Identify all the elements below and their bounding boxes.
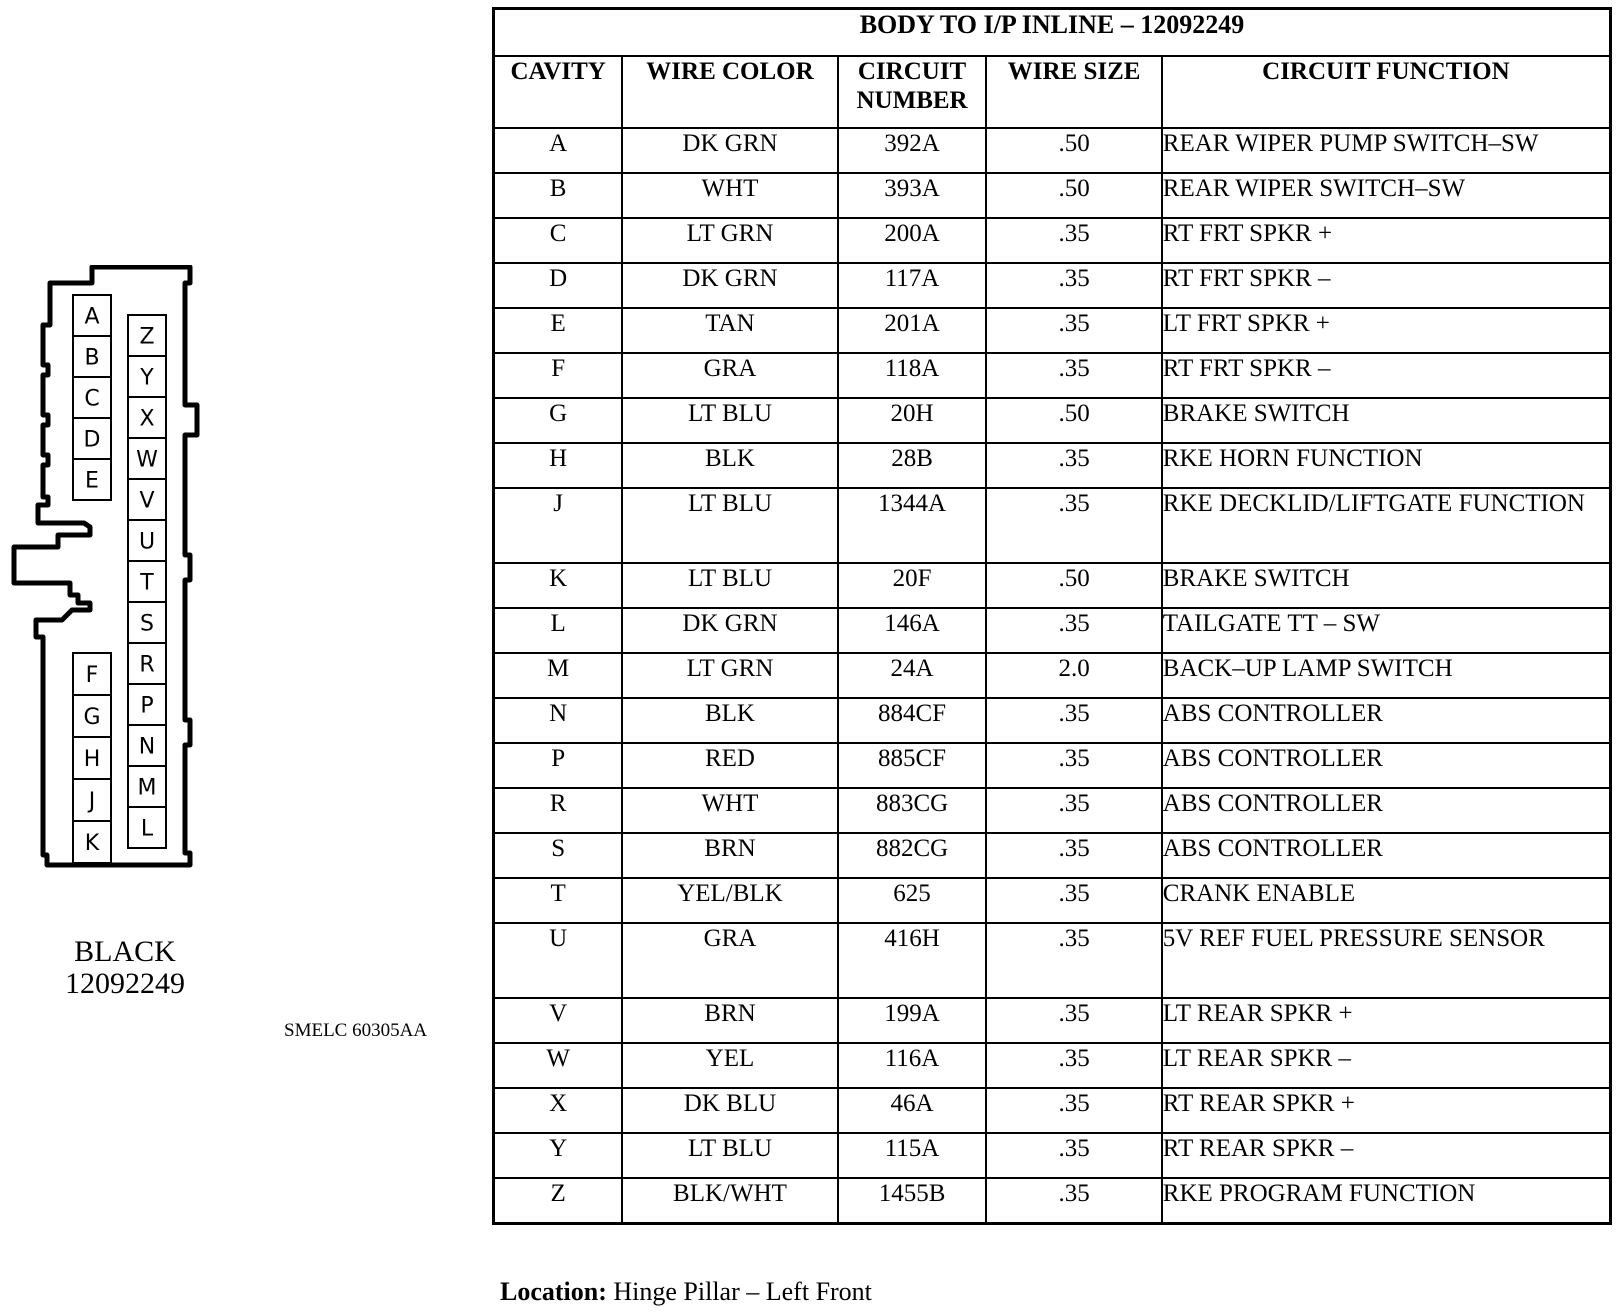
table-row [494,488,1611,563]
wire-color-cell: BRN [622,998,837,1043]
wire-color-cell: GRA [622,353,837,398]
wire-color-cell: LT BLU [622,398,837,443]
circuit-function-cell: TAILGATE TT – SW [1162,608,1611,653]
pinout-table-body [494,128,1611,1224]
cavity-cell: R [494,788,623,833]
table-row [494,263,1611,308]
right-cavity-column [128,315,166,848]
table-row [494,743,1611,788]
cavity-cell: M [494,653,623,698]
circuit-function-cell: RT FRT SPKR + [1162,218,1611,263]
cavity-cell: X [494,1088,623,1133]
table-row [494,218,1611,263]
circuit-function-cell: LT REAR SPKR – [1162,1043,1611,1088]
table-row [494,608,1611,653]
cavity-label: T [140,570,154,596]
circuit-function-cell: RT FRT SPKR – [1162,263,1611,308]
cavity-cell: A [494,128,623,173]
wire-color-cell: DK GRN [622,263,837,308]
cavity-label: E [85,468,99,494]
wire-size-cell: .35 [986,353,1161,398]
circuit-function-cell: 5V REF FUEL PRESSURE SENSOR [1162,923,1611,998]
location-label: Location: [500,1277,607,1306]
cavity-cell: Z [494,1178,623,1224]
table-row [494,308,1611,353]
cavity-label: F [85,663,99,688]
connector-color-label: BLACK [74,935,176,968]
table-row [494,833,1611,878]
cavity-cell: J [494,488,623,563]
table-row [494,998,1611,1043]
cavity-cell: S [494,833,623,878]
circuit-number-cell: 20F [838,563,987,608]
wire-color-cell: WHT [622,173,837,218]
pinout-table [492,7,1612,1225]
cavity-cell: D [494,263,623,308]
wire-size-cell: .35 [986,923,1161,998]
wire-color-cell: BLK [622,443,837,488]
circuit-number-cell: 393A [838,173,987,218]
wire-color-cell: TAN [622,308,837,353]
circuit-number-cell: 884CF [838,698,987,743]
left-cavity-column-top [73,295,111,500]
table-row [494,1178,1611,1224]
location-line [500,1277,872,1307]
wire-color-cell: DK BLU [622,1088,837,1133]
cavity-label: X [139,406,155,432]
cavity-label: P [140,693,154,719]
circuit-function-cell: LT REAR SPKR + [1162,998,1611,1043]
table-row [494,128,1611,173]
wire-size-cell: .50 [986,398,1161,443]
wire-size-cell: .35 [986,743,1161,788]
left-cavity-column-bottom [73,653,111,863]
circuit-number-cell: 1455B [838,1178,987,1224]
wire-color-cell: RED [622,743,837,788]
cavity-label: C [84,386,100,412]
cavity-label: K [84,831,100,856]
circuit-function-cell: ABS CONTROLLER [1162,833,1611,878]
wire-size-cell: .35 [986,998,1161,1043]
circuit-function-cell: RKE DECKLID/LIFTGATE FUNCTION [1162,488,1611,563]
wire-size-cell: .35 [986,833,1161,878]
wire-color-cell: BLK/WHT [622,1178,837,1224]
circuit-function-cell: BRAKE SWITCH [1162,398,1611,443]
wire-color-cell: BLK [622,698,837,743]
cavity-cell: C [494,218,623,263]
header-wire-color: WIRE COLOR [622,56,837,128]
table-row [494,698,1611,743]
cavity-cell: Y [494,1133,623,1178]
cavity-cell: E [494,308,623,353]
wire-color-cell: LT GRN [622,653,837,698]
circuit-number-cell: 115A [838,1133,987,1178]
wire-color-cell: LT BLU [622,488,837,563]
table-row [494,653,1611,698]
cavity-label: J [88,789,96,814]
cavity-cell: K [494,563,623,608]
circuit-number-cell: 1344A [838,488,987,563]
circuit-number-cell: 46A [838,1088,987,1133]
header-circuit-function: CIRCUIT FUNCTION [1162,56,1611,128]
cavity-label: H [83,747,101,772]
connector-part-number: 12092249 [65,967,185,1000]
wire-size-cell: .35 [986,1043,1161,1088]
wire-size-cell: .50 [986,563,1161,608]
header-circuit-number: CIRCUIT NUMBER [838,56,987,128]
table-row [494,173,1611,218]
table-row [494,1088,1611,1133]
circuit-function-cell: LT FRT SPKR + [1162,308,1611,353]
circuit-function-cell: ABS CONTROLLER [1162,788,1611,833]
table-row [494,1133,1611,1178]
cavity-label: W [136,447,158,473]
circuit-number-cell: 392A [838,128,987,173]
circuit-function-cell: REAR WIPER SWITCH–SW [1162,173,1611,218]
cavity-cell: V [494,998,623,1043]
table-row [494,443,1611,488]
table-row [494,878,1611,923]
cavity-cell: W [494,1043,623,1088]
cavity-label: U [138,529,156,555]
wire-color-cell: GRA [622,923,837,998]
table-title: BODY TO I/P INLINE – 12092249 [494,9,1611,57]
circuit-number-cell: 199A [838,998,987,1043]
wire-size-cell: .35 [986,608,1161,653]
wire-color-cell: YEL/BLK [622,878,837,923]
cavity-label: L [140,816,154,842]
circuit-function-cell: BRAKE SWITCH [1162,563,1611,608]
circuit-number-cell: 201A [838,308,987,353]
wire-size-cell: .35 [986,1088,1161,1133]
wire-size-cell: .50 [986,128,1161,173]
circuit-number-cell: 117A [838,263,987,308]
cavity-label: G [83,705,101,730]
wire-size-cell: .35 [986,263,1161,308]
wire-color-cell: LT BLU [622,1133,837,1178]
wire-size-cell: .35 [986,878,1161,923]
circuit-function-cell: RT REAR SPKR – [1162,1133,1611,1178]
circuit-number-cell: 200A [838,218,987,263]
wire-size-cell: .35 [986,488,1161,563]
wire-size-cell: .35 [986,788,1161,833]
circuit-number-cell: 885CF [838,743,987,788]
cavity-cell: B [494,173,623,218]
cavity-label: Z [139,324,155,350]
cavity-cell: H [494,443,623,488]
cavity-label: V [139,488,155,514]
cavity-label: B [84,345,100,371]
wire-color-cell: LT GRN [622,218,837,263]
circuit-number-cell: 28B [838,443,987,488]
connector-face-diagram [0,265,220,885]
circuit-number-cell: 116A [838,1043,987,1088]
circuit-number-cell: 625 [838,878,987,923]
cavity-cell: P [494,743,623,788]
cavity-cell: T [494,878,623,923]
table-row [494,923,1611,998]
circuit-function-cell: RKE HORN FUNCTION [1162,443,1611,488]
cavity-label: Y [140,365,154,391]
header-cavity: CAVITY [494,56,623,128]
circuit-number-cell: 118A [838,353,987,398]
wire-size-cell: .35 [986,1178,1161,1224]
table-row [494,398,1611,443]
cavity-cell: F [494,353,623,398]
circuit-function-cell: BACK–UP LAMP SWITCH [1162,653,1611,698]
circuit-function-cell: ABS CONTROLLER [1162,743,1611,788]
wire-size-cell: .35 [986,443,1161,488]
wire-color-cell: LT BLU [622,563,837,608]
cavity-cell: G [494,398,623,443]
wire-size-cell: .35 [986,308,1161,353]
circuit-function-cell: RT REAR SPKR + [1162,1088,1611,1133]
reference-code: SMELC 60305AA [284,1020,428,1041]
wire-size-cell: .35 [986,1133,1161,1178]
cavity-label: D [83,427,101,453]
location-value: Hinge Pillar – Left Front [613,1277,872,1306]
cavity-cell: N [494,698,623,743]
circuit-number-cell: 883CG [838,788,987,833]
wire-size-cell: .35 [986,698,1161,743]
circuit-function-cell: CRANK ENABLE [1162,878,1611,923]
cavity-cell: L [494,608,623,653]
cavity-label: R [139,652,155,678]
circuit-number-cell: 20H [838,398,987,443]
cavity-label: A [84,304,100,330]
table-row [494,563,1611,608]
circuit-function-cell: RT FRT SPKR – [1162,353,1611,398]
wire-color-cell: WHT [622,788,837,833]
table-row [494,1043,1611,1088]
circuit-number-cell: 24A [838,653,987,698]
cavity-cell: U [494,923,623,998]
wire-color-cell: DK GRN [622,608,837,653]
circuit-function-cell: RKE PROGRAM FUNCTION [1162,1178,1611,1224]
wire-color-cell: DK GRN [622,128,837,173]
cavity-label: N [138,734,156,760]
header-wire-size: WIRE SIZE [986,56,1161,128]
circuit-number-cell: 146A [838,608,987,653]
circuit-number-cell: 882CG [838,833,987,878]
wire-size-cell: .50 [986,173,1161,218]
circuit-function-cell: REAR WIPER PUMP SWITCH–SW [1162,128,1611,173]
table-row [494,788,1611,833]
circuit-number-cell: 416H [838,923,987,998]
cavity-label: S [140,611,154,637]
wire-size-cell: 2.0 [986,653,1161,698]
wire-size-cell: .35 [986,218,1161,263]
circuit-function-cell: ABS CONTROLLER [1162,698,1611,743]
cavity-label: M [137,775,157,801]
table-row [494,353,1611,398]
wire-color-cell: YEL [622,1043,837,1088]
wire-color-cell: BRN [622,833,837,878]
